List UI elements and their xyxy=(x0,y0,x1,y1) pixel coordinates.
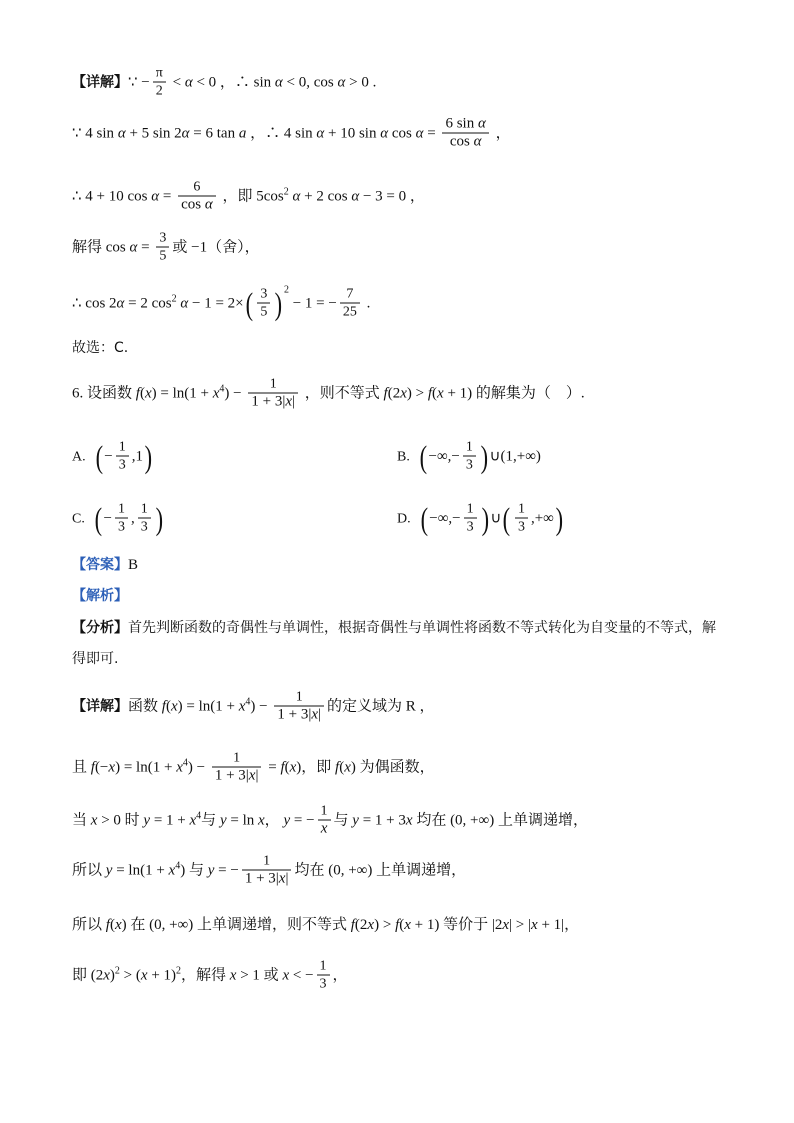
math-variable: α xyxy=(116,295,125,312)
math-variable: f xyxy=(427,385,433,402)
math-text: −∞,− xyxy=(428,448,460,465)
math-text: 当 x > 0 时 y = 1 + x xyxy=(72,812,197,829)
option-label: C. xyxy=(72,511,85,527)
math-variable: α xyxy=(274,74,283,91)
math-variable: f xyxy=(383,385,388,402)
math-variable: α xyxy=(351,188,360,205)
math-text: 的定义域为 R ， xyxy=(327,698,435,715)
math-text: 与 y = 1 + 3x 均在 (0, +∞) 上单调递增， xyxy=(333,812,588,829)
option-label: A. xyxy=(72,449,86,465)
right-paren: ) xyxy=(155,500,163,537)
superscript: 4 xyxy=(182,757,188,769)
math-text: − 1 = − xyxy=(288,295,337,312)
option-c xyxy=(72,501,164,536)
fraction-denominator: 3 xyxy=(465,457,473,473)
fraction xyxy=(248,376,298,411)
math-variable: x xyxy=(170,698,178,715)
fraction xyxy=(156,230,169,265)
fraction-numerator: 1 xyxy=(515,501,528,519)
analysis-tag: 【分析】 xyxy=(72,620,128,636)
fraction-denominator: 25 xyxy=(342,304,357,320)
math-text: ∪ xyxy=(490,510,502,527)
fraction-numerator: 3 xyxy=(257,286,270,304)
math-text: ，则不等式 f(2x) > f(x + 1) 的解集为（ ）. xyxy=(301,385,585,402)
math-text: ， xyxy=(491,125,511,142)
math-variable: x xyxy=(278,870,286,887)
math-text: 函数 f(x) = ln(1 + x xyxy=(128,698,246,715)
detail-line-1 xyxy=(72,689,435,724)
fraction-numerator: 1 xyxy=(463,439,476,457)
math-variable: α xyxy=(316,125,325,142)
analysis-text: 得即可. xyxy=(72,651,119,667)
math-variable: x xyxy=(344,759,351,776)
answer-line xyxy=(72,555,138,575)
math-variable: α xyxy=(181,125,190,142)
math-text: ,1 xyxy=(131,448,143,465)
math-variable: α xyxy=(184,74,193,91)
math-variable: f xyxy=(350,917,355,933)
math-variable: y xyxy=(352,812,359,829)
option-d xyxy=(397,501,565,536)
superscript: 4 xyxy=(219,383,225,395)
math-variable: x xyxy=(176,759,183,776)
right-paren: ) xyxy=(274,285,283,322)
fraction-denominator: 3 xyxy=(140,519,148,535)
math-text: α + 2 cos α − 3 = 0 ， xyxy=(292,188,425,205)
fraction xyxy=(116,439,129,474)
q5-detail-line xyxy=(72,65,376,100)
math-text: ,+∞ xyxy=(530,510,554,527)
analysis-text: 首先判断函数的奇偶性与单调性，根据奇偶性与单调性将函数不等式转化为自变量的不等式，解 xyxy=(128,620,716,636)
superscript: 2 xyxy=(176,965,182,977)
math-text: ∴ 4 + 10 cos α = xyxy=(72,188,176,205)
detail-line-4 xyxy=(72,853,466,888)
fraction-numerator: 1 xyxy=(248,376,298,394)
math-variable: x xyxy=(405,812,413,829)
math-variable: y xyxy=(143,812,151,829)
fraction xyxy=(317,958,330,993)
math-text: 均在 (0, +∞) 上单调递增， xyxy=(294,862,467,879)
right-paren: ) xyxy=(481,500,489,537)
math-text: − xyxy=(104,448,113,465)
fraction xyxy=(115,501,128,536)
math-variable: α xyxy=(415,125,424,142)
left-paren: ( xyxy=(420,500,428,537)
math-variable: x xyxy=(367,917,375,933)
math-text: , xyxy=(130,510,135,527)
math-text: ∵ − xyxy=(128,74,150,91)
math-text: ) − xyxy=(250,698,272,715)
fraction-numerator: 7 xyxy=(340,286,360,304)
fraction-denominator: 5 xyxy=(159,248,167,264)
fraction-numerator: 1 xyxy=(116,439,129,457)
detail-line-5 xyxy=(72,915,579,935)
answer-value: B xyxy=(128,557,139,573)
fraction xyxy=(153,65,166,100)
math-variable: f xyxy=(335,759,340,776)
math-variable: α xyxy=(337,74,346,91)
math-text: . xyxy=(362,295,371,312)
math-text: < α < 0 ，∴ sin α < 0, cos α > 0 . xyxy=(168,74,377,91)
fraction xyxy=(212,750,262,785)
fraction xyxy=(242,853,292,888)
math-variable: f xyxy=(395,917,400,933)
fraction xyxy=(340,286,360,321)
math-variable: x xyxy=(502,917,510,933)
fraction-numerator: 1 xyxy=(138,501,151,519)
q6-stem xyxy=(72,376,585,411)
math-text: ) − xyxy=(224,385,246,402)
fraction xyxy=(464,501,477,536)
fraction-numerator: 1 xyxy=(464,501,477,519)
fraction-denominator: 5 xyxy=(260,304,268,320)
math-variable: y xyxy=(283,812,291,829)
fraction xyxy=(274,689,324,724)
fraction-denominator: 3 xyxy=(319,976,327,992)
math-variable: x xyxy=(238,698,246,715)
math-text: 所以 f(x) 在 (0, +∞) 上单调递增，则不等式 f(2x) > f(x + 1) 等价于 |2x| > |x + 1|， xyxy=(72,917,580,933)
option-label: B. xyxy=(397,449,410,465)
math-text: > (x + 1) xyxy=(119,967,177,984)
math-text: 即 (2x) xyxy=(72,967,115,984)
q5-step2-line xyxy=(72,116,511,151)
fraction-numerator: π xyxy=(153,65,166,83)
q5-step5-line xyxy=(72,286,370,321)
superscript: 2 xyxy=(283,186,289,198)
math-variable: y xyxy=(105,862,113,879)
math-variable: α xyxy=(180,295,189,312)
superscript: 2 xyxy=(171,293,177,305)
math-variable: x xyxy=(103,967,110,984)
fraction-denominator: 3 xyxy=(466,519,474,535)
q5-choice-line xyxy=(72,338,128,358)
fraction-denominator: 1 + 3|x| xyxy=(277,706,322,723)
fraction-numerator: 3 xyxy=(156,230,169,248)
detail-line-6 xyxy=(72,958,348,993)
math-variable: x xyxy=(258,812,265,829)
left-paren: ( xyxy=(245,285,253,322)
fraction xyxy=(515,501,528,536)
math-text: ∵ 4 sin α + 5 sin 2α = 6 tan a ，∴ 4 sin α + 10 sin α cos α = xyxy=(72,125,440,142)
left-paren: ( xyxy=(502,500,511,537)
math-variable: α xyxy=(473,133,482,150)
right-paren: ) xyxy=(480,438,488,475)
detail-line-3 xyxy=(72,803,588,838)
math-variable: a xyxy=(238,125,247,142)
fraction-denominator: 2 xyxy=(155,83,163,99)
detail-tag: 【详解】 xyxy=(72,74,128,91)
fraction xyxy=(318,803,331,838)
math-variable: x xyxy=(400,385,407,402)
math-variable: f xyxy=(90,759,95,776)
q5-step4-line xyxy=(72,230,260,265)
math-variable: α xyxy=(151,188,160,205)
fraction xyxy=(442,116,488,151)
analysis-line-1 xyxy=(72,618,716,638)
math-variable: x xyxy=(531,917,538,933)
math-variable: f xyxy=(161,698,166,715)
math-text: 解得 cos α = xyxy=(72,239,154,256)
math-variable: α xyxy=(117,125,126,142)
math-variable: y xyxy=(219,812,227,829)
math-text: ∪(1,+∞) xyxy=(489,448,541,465)
right-paren: ) xyxy=(555,500,563,537)
math-variable: α xyxy=(380,125,389,142)
math-variable: x xyxy=(404,917,411,933)
left-paren: ( xyxy=(419,438,427,475)
math-variable: f xyxy=(135,385,140,402)
analysis-line-2 xyxy=(72,649,118,669)
fraction-numerator: 1 xyxy=(318,803,331,821)
option-label: D. xyxy=(397,511,411,527)
math-text: 6. 设函数 f(x) = ln(1 + x xyxy=(72,385,220,402)
math-variable: x xyxy=(189,812,197,829)
math-text: 且 f(−x) = ln(1 + x xyxy=(72,759,183,776)
math-variable: x xyxy=(248,767,256,784)
math-variable: α xyxy=(129,239,138,256)
math-variable: x xyxy=(437,385,444,402)
left-paren: ( xyxy=(94,500,102,537)
math-variable: f xyxy=(280,759,285,776)
superscript: 4 xyxy=(196,810,202,822)
fraction-denominator: 3 xyxy=(517,519,525,535)
answer-tag: 【答案】 xyxy=(72,557,128,573)
fraction-denominator: 1 + 3|x| xyxy=(244,870,289,887)
math-text: −∞,− xyxy=(429,510,461,527)
fraction xyxy=(138,501,151,536)
fraction-numerator: 1 xyxy=(317,958,330,976)
math-variable: α xyxy=(292,188,301,205)
q5-step3-line xyxy=(72,179,425,214)
fraction-denominator: 1 + 3|x| xyxy=(251,393,296,410)
math-text: − xyxy=(103,510,112,527)
math-variable: x xyxy=(212,385,220,402)
fraction-denominator: 3 xyxy=(117,519,125,535)
right-paren: ) xyxy=(144,438,153,475)
solution-heading: 【解析】 xyxy=(72,588,128,604)
fraction xyxy=(463,439,476,474)
fraction xyxy=(257,286,270,321)
fraction-numerator: 6 xyxy=(178,179,216,197)
math-text: 或 −1（舍）， xyxy=(172,239,260,256)
math-text: ) − xyxy=(187,759,209,776)
math-text: ，解得 x > 1 或 x < − xyxy=(181,967,314,984)
superscript: 2 xyxy=(114,965,120,977)
math-variable: x xyxy=(108,759,116,776)
fraction-denominator: cos α xyxy=(449,133,482,150)
fraction-denominator xyxy=(318,821,331,838)
detail-tag: 【详解】 xyxy=(72,698,128,715)
fraction xyxy=(178,179,216,214)
math-text: 与 y = ln x， y = − xyxy=(201,812,315,829)
math-text: ∴ cos 2α = 2 cos xyxy=(72,295,172,312)
math-variable: x xyxy=(311,706,318,723)
math-text: α − 1 = 2× xyxy=(180,295,244,312)
math-variable: x xyxy=(289,759,297,776)
fraction-numerator: 1 xyxy=(115,501,128,519)
option-b xyxy=(397,439,541,474)
math-variable: x xyxy=(144,385,152,402)
math-variable: y xyxy=(207,862,215,879)
math-variable: x xyxy=(168,862,176,879)
math-variable: x xyxy=(282,967,290,984)
superscript: 4 xyxy=(245,696,251,708)
fraction-denominator: cos α xyxy=(181,196,213,213)
math-variable: x xyxy=(90,812,98,829)
math-variable: α xyxy=(477,115,486,132)
math-text: 所以 y = ln(1 + x xyxy=(72,862,176,879)
superscript: 4 xyxy=(175,860,181,872)
math-variable: x xyxy=(114,917,122,933)
math-text: = f(x)，即 f(x) 为偶函数， xyxy=(264,759,435,776)
math-variable: x xyxy=(229,967,237,984)
option-a xyxy=(72,439,154,474)
superscript: 2 xyxy=(283,284,289,296)
math-variable: x xyxy=(140,967,148,984)
math-variable: x xyxy=(320,820,328,837)
detail-line-2 xyxy=(72,750,435,785)
fraction-denominator: 3 xyxy=(118,457,126,473)
choice-text: 故选：C. xyxy=(72,340,129,356)
fraction-numerator: 1 xyxy=(212,750,262,768)
solution-heading-line xyxy=(72,586,128,606)
math-text: ， xyxy=(332,967,348,984)
math-variable: α xyxy=(204,196,213,213)
fraction-denominator: 1 + 3|x| xyxy=(214,767,259,784)
math-variable: f xyxy=(105,917,110,933)
math-text: ) 与 y = − xyxy=(180,862,239,879)
math-text: ，即 5cos xyxy=(218,188,284,205)
fraction-numerator: 6 sin α xyxy=(442,116,488,134)
fraction-numerator: 1 xyxy=(242,853,292,871)
left-paren: ( xyxy=(95,438,103,475)
fraction-numerator: 1 xyxy=(274,689,324,707)
math-variable: x xyxy=(285,393,292,410)
